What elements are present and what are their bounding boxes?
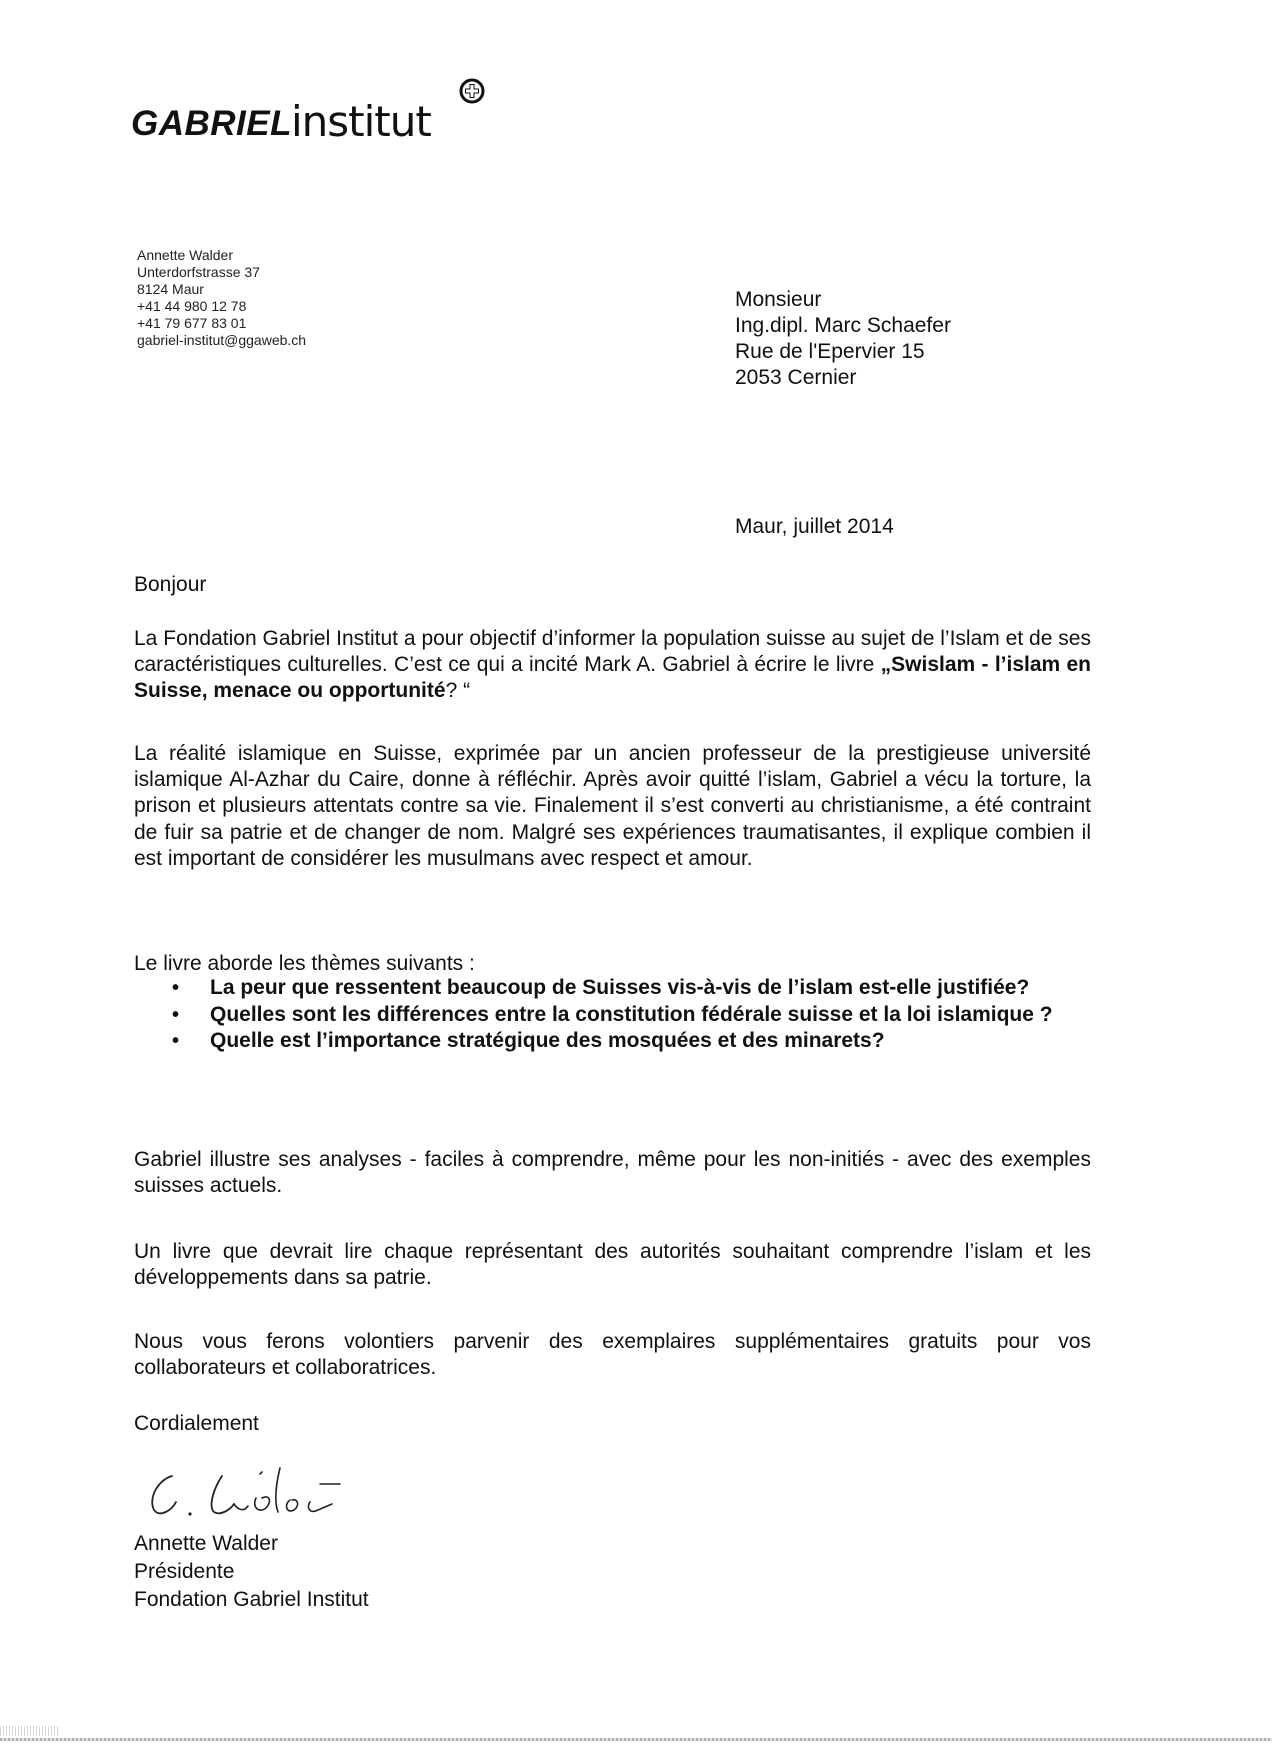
list-item: • Quelle est l’importance stratégique des mosquées et des minarets? — [168, 1028, 1091, 1055]
list-item: • La peur que ressentent beaucoup de Suisses vis-à-vis de l’islam est-elle justifiée? — [168, 975, 1091, 1002]
recipient-city: 2053 Cernier — [735, 366, 857, 389]
gabriel-institut-logo — [131, 78, 511, 158]
sender-mobile: +41 79 677 83 01 — [137, 315, 247, 331]
recipient-salutation: Monsieur — [735, 288, 822, 311]
greeting: Bonjour — [134, 573, 207, 596]
handwritten-signature — [140, 1454, 400, 1524]
paragraph-intro-text: La Fondation Gabriel Institut a pour objectif d’informer la population suisse au sujet de l’Islam et de ses caractéristiques culturelles. C’est ce qui a incité Mark A. Gabriel à écrire le livre — [134, 627, 1091, 677]
paragraph-intro-tail: ? “ — [445, 679, 471, 703]
recipient-name: Ing.dipl. Marc Schaefer — [735, 314, 951, 337]
book-title: „Swislam - l’islam en Suisse, menace ou opportunité — [134, 653, 1092, 703]
paragraph-intro — [134, 626, 1091, 705]
sender-phone: +41 44 980 12 78 — [137, 298, 247, 314]
paragraph-analyses: Gabriel illustre ses analyses - faciles à comprendre, même pour les non-initiés - avec des exemples suisses actuels. — [134, 1148, 1091, 1198]
letter-date: Maur, juillet 2014 — [735, 515, 894, 538]
paragraph-recommendation: Un livre que devrait lire chaque représentant des autorités souhaitant comprendre l’islam et les développements dans sa patrie. — [134, 1240, 1091, 1290]
themes-list — [168, 975, 1091, 1055]
recipient-address — [735, 287, 951, 391]
recipient-street: Rue de l'Epervier 15 — [735, 340, 925, 363]
signer-name: Annette Walder — [134, 1532, 278, 1555]
paragraph-author: La réalité islamique en Suisse, exprimée par un ancien professeur de la prestigieuse université islamique Al-Azhar du Caire, donne à réfléchir. Après avoir quitté l’islam, Gabriel a vécu la torture, la prison et plusieurs attentats contre sa vie. Finalement il s’est converti au christianisme, a été contraint de fuir sa patrie et de changer de nom. Malgré ses expériences traumatisantes, il explique combien il est important de considérer les musulmans avec respect et amour. — [134, 742, 1091, 870]
sender-name: Annette Walder — [137, 247, 233, 263]
signer-title: Présidente — [134, 1560, 235, 1583]
closing: Cordialement — [134, 1412, 259, 1435]
sender-address — [137, 247, 306, 349]
scan-artifact — [0, 1726, 60, 1736]
scan-bottom-line — [0, 1738, 1272, 1741]
paragraph-offer: Nous vous ferons volontiers parvenir des exemplaires supplémentaires gratuits pour vos collaborateurs et collaboratrices. — [134, 1330, 1091, 1380]
sender-street: Unterdorfstrasse 37 — [137, 264, 260, 280]
sender-email: gabriel-institut@ggaweb.ch — [137, 332, 307, 348]
list-item: • Quelles sont les différences entre la constitution fédérale suisse et la loi islamique ? — [168, 1002, 1091, 1029]
logo-light-text: institut — [291, 97, 431, 146]
logo-bold-text: GABRIEL — [131, 104, 292, 143]
signer-organization: Fondation Gabriel Institut — [134, 1588, 369, 1611]
sender-city: 8124 Maur — [137, 281, 204, 297]
signer-block — [134, 1530, 369, 1614]
swiss-cross-circle-icon — [459, 78, 485, 104]
paragraph-themes-intro: Le livre aborde les thèmes suivants : — [134, 952, 475, 975]
